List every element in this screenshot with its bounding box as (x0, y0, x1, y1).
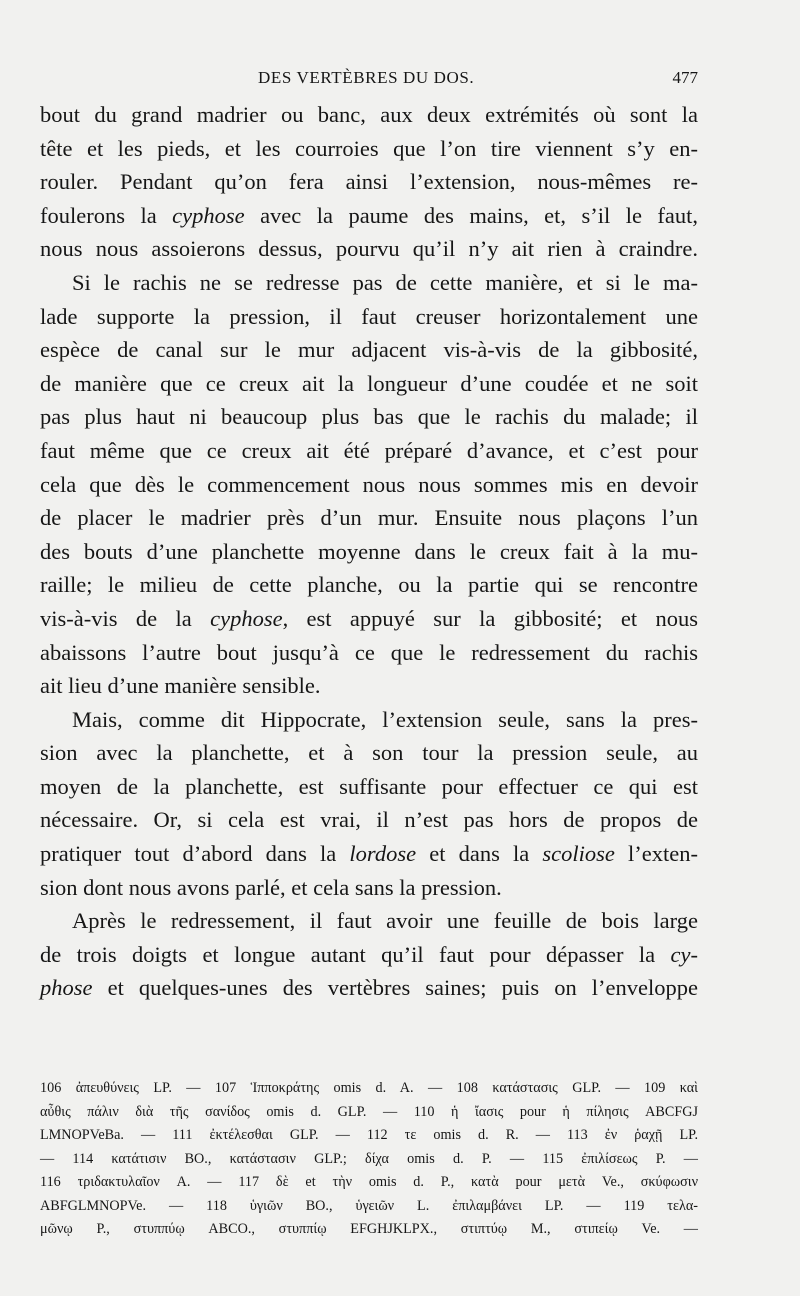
body-line: faut même que ce creux ait été préparé d’avance, et c’est pour (40, 437, 698, 463)
body-line: raille; le milieu de cette planche, ou la partie qui se rencontre (40, 572, 698, 598)
body-line: nécessaire. Or, si cela est vrai, il n’est pas hors de propos de (40, 807, 698, 833)
footnotes (40, 1077, 698, 1242)
body-line: cela que dès le commencement nous nous sommes mis en devoir (40, 471, 698, 497)
body-line: lade supporte la pression, il faut creuser horizontalement une (40, 303, 698, 329)
body-line: bout du grand madrier ou banc, aux deux extrémités où sont la (40, 102, 698, 127)
body-line: vis-à-vis de la cyphose, est appuyé sur la gibbosité; et nous (40, 605, 698, 631)
body-line: sion dont nous avons parlé, et cela sans la pression. (40, 874, 502, 900)
footnote-line: — 114 κατάτισιν BO., κατάστασιν GLP.; δίχα omis d. P. — 115 ἐπιλίσεως P. — (40, 1150, 698, 1167)
footnote-line: LMNOPVeBa. — 111 ἐκτέλεσθαι GLP. — 112 τε omis d. R. — 113 ἐν ῥαχῇ LP. (40, 1127, 698, 1143)
body-line: phose et quelques-unes des vertèbres saines; puis on l’enveloppe (40, 975, 698, 1001)
body-line: Mais, comme dit Hippocrate, l’extension seule, sans la pres- (72, 706, 698, 732)
page-header (40, 68, 698, 90)
body-line: espèce de canal sur le mur adjacent vis-à-vis de la gibbosité, (40, 337, 698, 363)
body-text (40, 98, 698, 1005)
body-line: Après le redressement, il faut avoir une feuille de bois large (72, 908, 698, 934)
body-line: moyen de la planchette, est suffisante pour effectuer ce qui est (40, 773, 698, 799)
body-line: pas plus haut ni beaucoup plus bas que le rachis du malade; il (40, 404, 698, 430)
body-line: ait lieu d’une manière sensible. (40, 673, 321, 699)
body-line: de manière que ce creux ait la longueur d’une coudée et ne soit (40, 370, 698, 396)
footnote-line: 116 τριδακτυλαῖον A. — 117 δὲ et τὴν omis d. P., κατὰ pour μετὰ Ve., σκύφωσιν (40, 1174, 698, 1190)
body-line: pratiquer tout d’abord dans la lordose et dans la scoliose l’exten- (40, 841, 698, 867)
body-line: sion avec la planchette, et à son tour la pression seule, au (40, 740, 698, 766)
body-line: abaissons l’autre bout jusqu’à ce que le redressement du rachis (40, 639, 698, 665)
footnote-line: ABFGLMNOPVe. — 118 ὑγιῶν BO., ὑγειῶν L. ἐπιλαμβάνει LP. — 119 τελα- (40, 1197, 698, 1214)
body-line: foulerons la cyphose avec la paume des mains, et, s’il le faut, (40, 202, 698, 228)
body-line: de placer le madrier près d’un mur. Ensuite nous plaçons l’un (40, 505, 698, 531)
body-line: des bouts d’une planchette moyenne dans le creux fait à la mu- (40, 538, 698, 564)
body-line: nous nous assoierons dessus, pourvu qu’il n’y ait rien à craindre. (40, 236, 698, 262)
footnote-line: μῶνῳ P., στυππύῳ ABCO., στυππίῳ EFGHJKLPX., στιπτύῳ M., στιπείῳ Ve. — (40, 1221, 698, 1237)
footnote-line: 106 ἀπευθύνεις LP. — 107 Ἱπποκράτης omis d. A. — 108 κατάστασις GLP. — 109 καὶ (40, 1080, 698, 1096)
body-line: Si le rachis ne se redresse pas de cette manière, et si le ma- (72, 269, 698, 295)
body-line: tête et les pieds, et les courroies que l’on tire viennent s’y en- (40, 135, 698, 161)
body-line: de trois doigts et longue autant qu’il faut pour dépasser la cy- (40, 941, 698, 967)
running-title: DES VERTÈBRES DU DOS. (258, 68, 475, 87)
footnote-line: αὖθις πάλιν διὰ τῆς σανίδος omis d. GLP. — 110 ἡ ἴασις pour ἡ πίλησις ABCFGJ (40, 1103, 698, 1120)
body-line: rouler. Pendant qu’on fera ainsi l’extension, nous-mêmes re- (40, 169, 698, 195)
page-number: 477 (672, 68, 698, 87)
